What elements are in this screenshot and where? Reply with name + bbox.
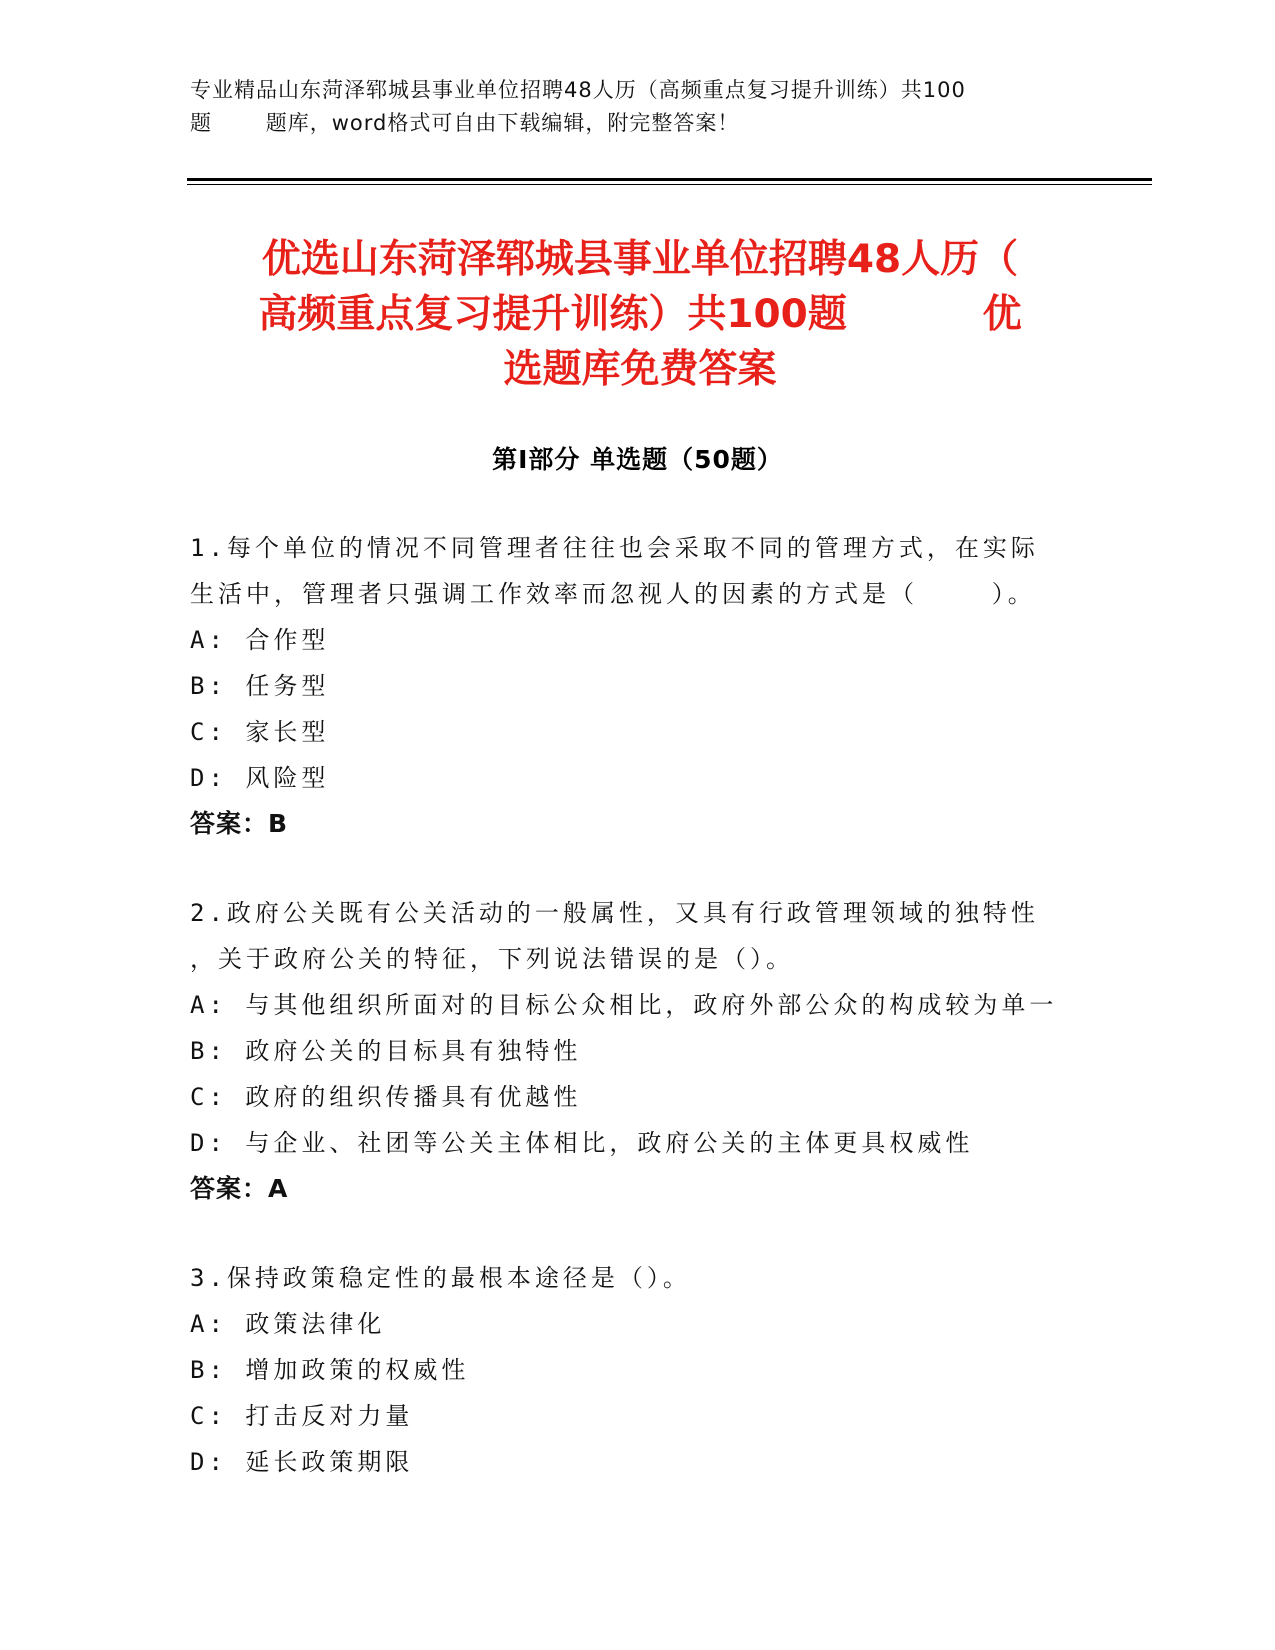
option-c: C: 政府的组织传播具有优越性: [190, 1083, 582, 1111]
title-line-3: 选题库免费答案: [503, 347, 777, 392]
title-line-1: 优选山东菏泽郓城县事业单位招聘48人历（: [261, 237, 1019, 282]
question-stem-line: ，关于政府公关的特征，下列说法错误的是（）。: [190, 945, 794, 973]
question-stem-line: 1.每个单位的情况不同管理者往往也会采取不同的管理方式，在实际: [190, 534, 1039, 562]
section-heading: 第Ⅰ部分 单选题（50题）: [492, 445, 783, 474]
answer: 答案：A: [190, 1174, 289, 1203]
answer: 答案：B: [190, 809, 289, 838]
document-header: [190, 74, 1090, 140]
option-d: D: 延长政策期限: [190, 1448, 414, 1476]
option-c: C: 家长型: [190, 718, 330, 746]
option-c: C: 打击反对力量: [190, 1402, 414, 1430]
header-rule-thin: [187, 184, 1152, 185]
header-line-1: 专业精品山东菏泽郓城县事业单位招聘48人历（高频重点复习提升训练）共100: [190, 78, 966, 102]
question-1: [190, 525, 1090, 847]
question-stem-line: 生活中，管理者只强调工作效率而忽视人的因素的方式是（ ）。: [190, 580, 1036, 608]
question-stem-line: 3.保持政策稳定性的最根本途径是（）。: [190, 1264, 691, 1292]
question-2: [190, 890, 1090, 1212]
option-b: B: 任务型: [190, 672, 330, 700]
question-stem-line: 2.政府公关既有公关活动的一般属性，又具有行政管理领域的独特性: [190, 899, 1039, 927]
option-a: A: 政策法律化: [190, 1310, 386, 1338]
option-d: D: 风险型: [190, 764, 330, 792]
title-line-2: 高频重点复习提升训练）共100题 优: [258, 292, 1022, 337]
option-d: D: 与企业、社团等公关主体相比，政府公关的主体更具权威性: [190, 1129, 974, 1157]
option-a: A: 合作型: [190, 626, 330, 654]
document-title: [180, 232, 1100, 397]
question-3: [190, 1255, 1090, 1485]
option-b: B: 增加政策的权威性: [190, 1356, 470, 1384]
header-line-2: 题 题库，word格式可自由下载编辑，附完整答案！: [190, 111, 740, 135]
option-b: B: 政府公关的目标具有独特性: [190, 1037, 582, 1065]
option-a: A: 与其他组织所面对的目标公众相比，政府外部公众的构成较为单一: [190, 991, 1058, 1019]
header-rule-thick: [187, 178, 1152, 181]
